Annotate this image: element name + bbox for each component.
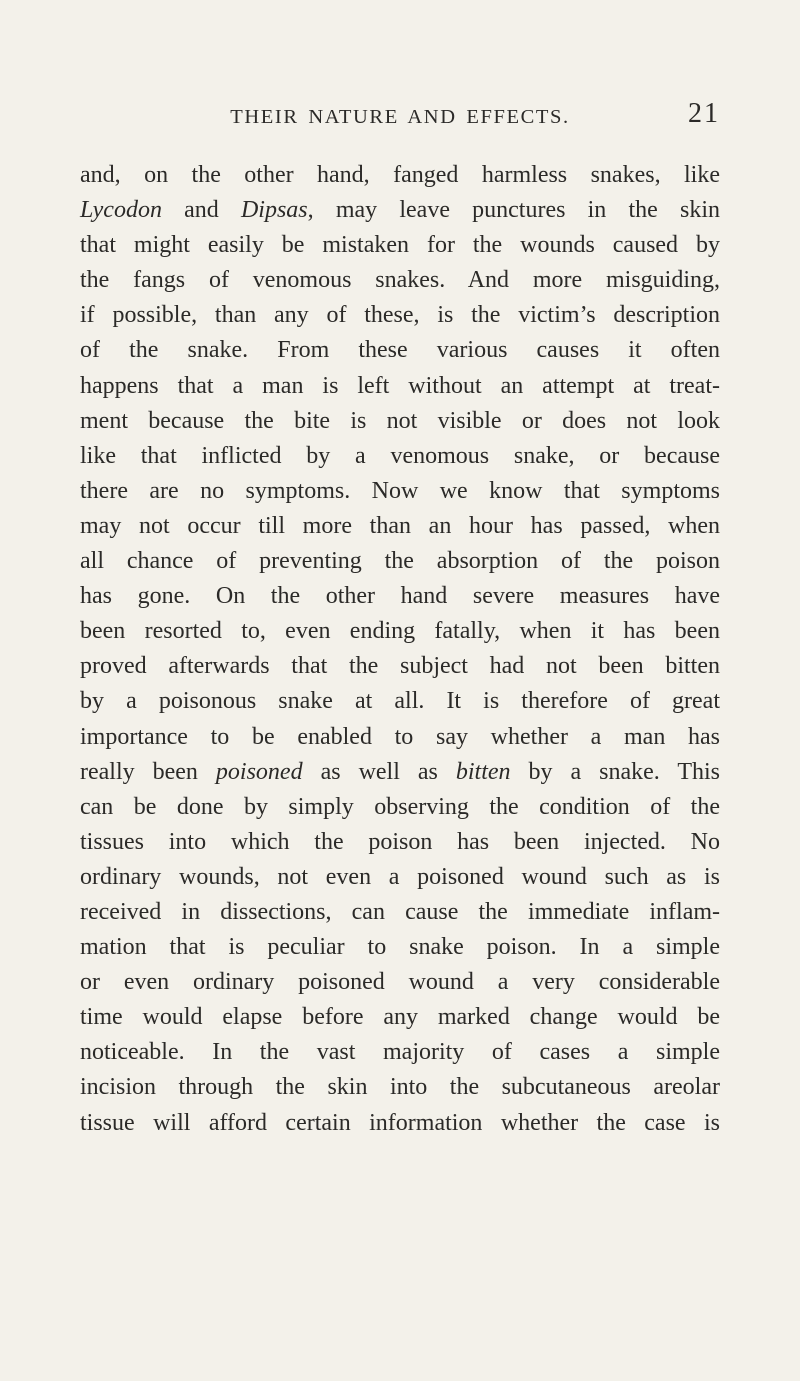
text-line-15: proved afterwards that the subject had not been bitten xyxy=(80,653,720,680)
text-line-12: all chance of preventing the absorption of the poison xyxy=(80,548,720,575)
text-line-18 xyxy=(80,755,720,790)
text-line-5: if possible, than any of these, is the victim’s description xyxy=(80,302,720,329)
text-line-26: noticeable. In the vast majority of cases a simple xyxy=(80,1039,720,1066)
poisoned-emphasis: poisoned xyxy=(215,758,303,785)
text-line-8: ment because the bite is not visible or does not look xyxy=(80,407,720,434)
text-fragment: and xyxy=(161,197,241,224)
text-line-11: may not occur till more than an hour has passed, when xyxy=(80,512,720,539)
running-head xyxy=(80,98,720,138)
text-line-22: received in dissections, can cause the immediate inflam- xyxy=(80,898,720,925)
bitten-emphasis: bitten xyxy=(455,758,511,785)
dipsas-term: Dipsas xyxy=(240,197,308,224)
text-line-27: incision through the skin into the subcutaneous areolar xyxy=(80,1074,720,1101)
text-line-13: has gone. On the other hand severe measures have xyxy=(80,583,720,610)
text-line-4: the fangs of venomous snakes. And more misguiding, xyxy=(80,267,720,294)
text-line-16: by a poisonous snake at all. It is therefore of great xyxy=(80,688,720,715)
text-line-25: time would elapse before any marked change would be xyxy=(80,1004,720,1031)
text-line-19: can be done by simply observing the condition of the xyxy=(80,793,720,820)
text-fragment: really been xyxy=(80,758,216,785)
page-number: 21 xyxy=(688,98,720,129)
text-line-6: of the snake. From these various causes it often xyxy=(80,337,720,364)
text-line-7: happens that a man is left without an attempt at treat- xyxy=(80,372,720,399)
body-text xyxy=(80,158,720,1141)
text-line-10: there are no symptoms. Now we know that symptoms xyxy=(80,477,720,504)
running-title: THEIR NATURE AND EFFECTS. xyxy=(230,106,570,128)
text-line-24: or even ordinary poisoned wound a very considerable xyxy=(80,969,720,996)
text-line-9: like that inflicted by a venomous snake, or because xyxy=(80,442,720,469)
text-line-28: tissue will afford certain information whether the case is xyxy=(80,1109,720,1136)
text-line-20: tissues into which the poison has been injected. No xyxy=(80,828,720,855)
text-line-14: been resorted to, even ending fatally, when it has been xyxy=(80,618,720,645)
text-line-2 xyxy=(80,193,720,228)
lycodon-term: Lycodon xyxy=(80,197,162,224)
text-fragment: by a snake. This xyxy=(510,758,721,785)
text-line-17: importance to be enabled to say whether a man has xyxy=(80,723,720,750)
text-line-1: and, on the other hand, fanged harmless snakes, like xyxy=(80,162,720,188)
text-line-3: that might easily be mistaken for the wounds caused by xyxy=(80,232,720,259)
text-fragment: as well as xyxy=(302,758,456,785)
text-line-21: ordinary wounds, not even a poisoned wound such as is xyxy=(80,863,720,890)
text-fragment: , may leave punctures in the skin xyxy=(307,197,721,224)
text-line-23: mation that is peculiar to snake poison. In a simple xyxy=(80,934,720,961)
